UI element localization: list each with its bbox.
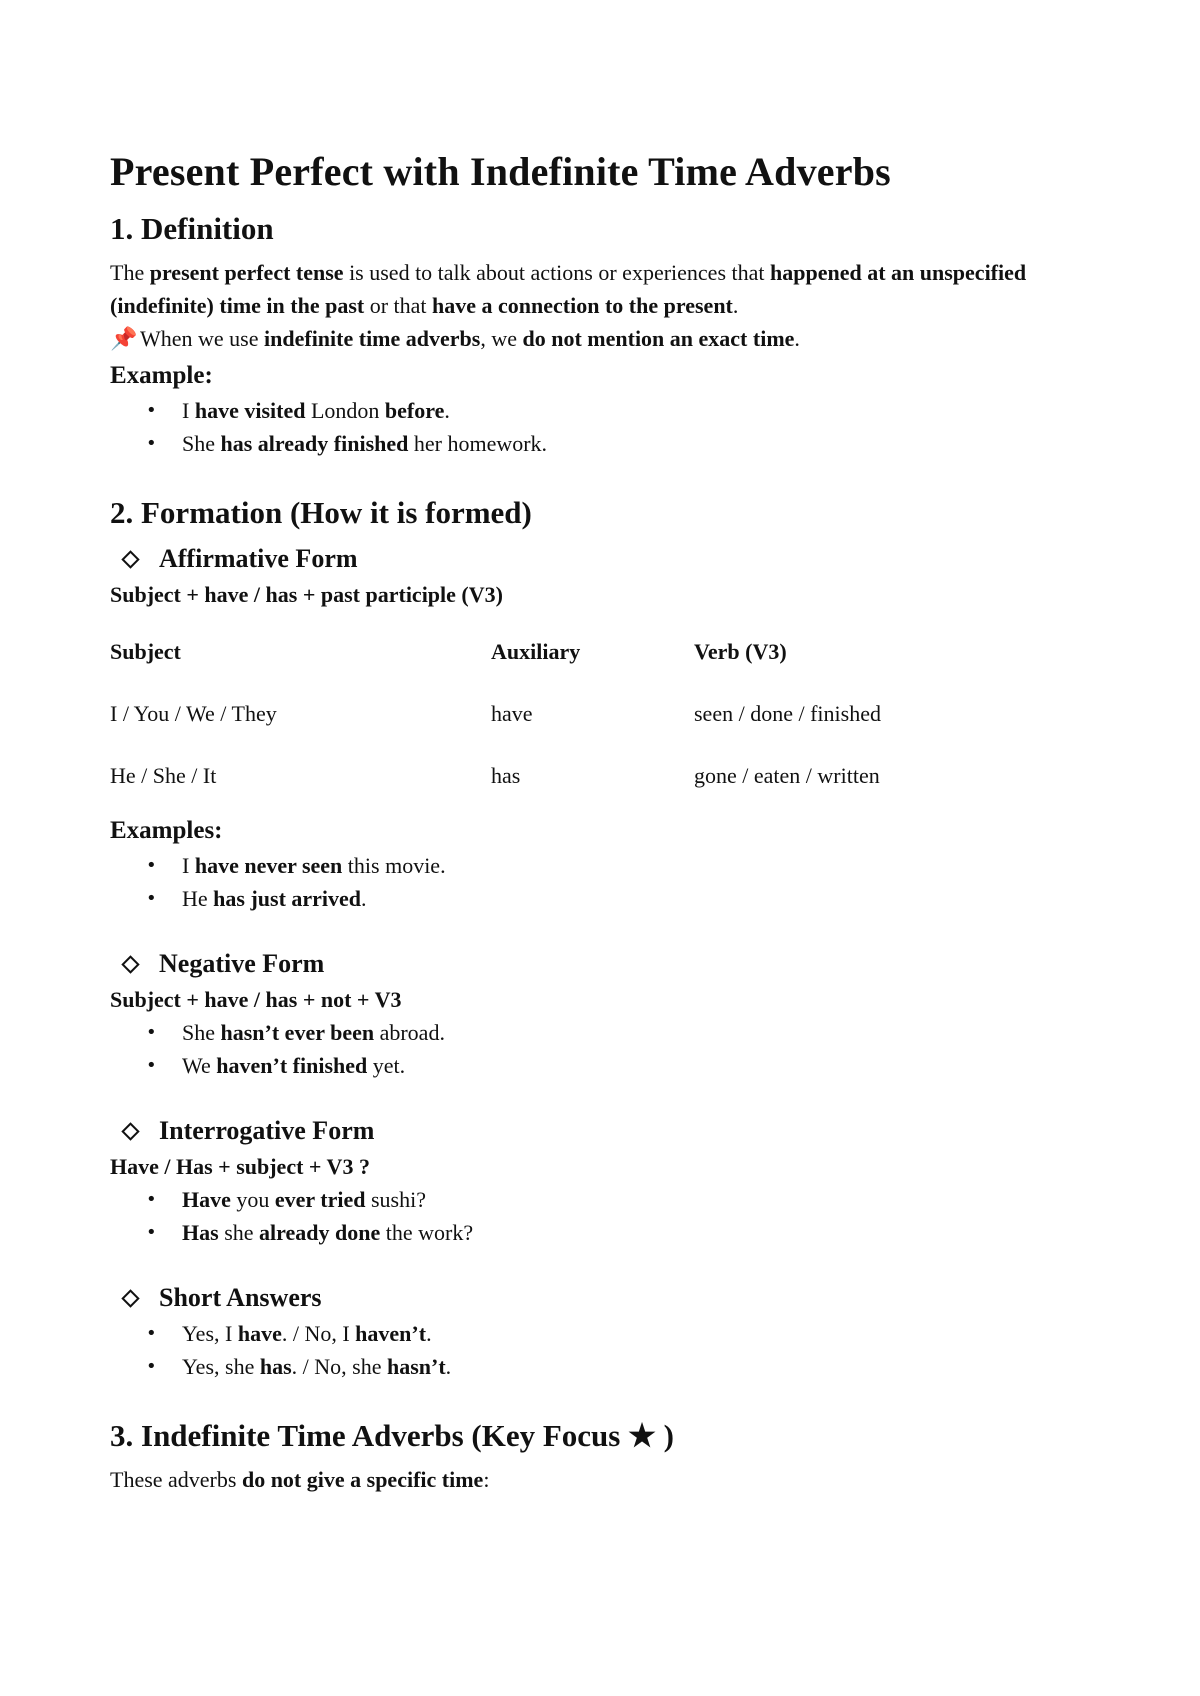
table-row xyxy=(110,683,994,745)
subheading-negative: Negative Form xyxy=(110,945,1090,983)
list-item: • She has already finished her homework. xyxy=(182,427,1090,460)
text-run: , we xyxy=(480,326,523,351)
table-header: Subject xyxy=(110,639,181,664)
subheading-affirmative: Affirmative Form xyxy=(110,540,1090,578)
table-cell: He / She / It xyxy=(110,763,217,788)
example-list xyxy=(110,849,1090,915)
subheading-short-answers: Short Answers xyxy=(110,1279,1090,1317)
diamond-icon xyxy=(121,1122,139,1140)
formula-negative: Subject + have / has + not + V3 xyxy=(110,987,402,1012)
list-item: • Has she already done the work? xyxy=(182,1216,1090,1249)
list-item: • Yes, she has. / No, she hasn’t. xyxy=(182,1350,1090,1383)
text-run: When we use xyxy=(140,326,265,351)
text-run: or that xyxy=(364,293,433,318)
diamond-icon xyxy=(121,955,139,973)
example-label: Example: xyxy=(110,362,213,389)
section-heading-definition: 1. Definition xyxy=(110,211,274,246)
example-list xyxy=(110,394,1090,460)
conjugation-table xyxy=(110,621,994,807)
list-item: • I have visited London before. xyxy=(182,394,1090,427)
section-heading-adverbs: 3. Indefinite Time Adverbs (Key Focus ★ ) xyxy=(110,1418,674,1453)
example-list xyxy=(110,1016,1090,1082)
adverbs-intro: These adverbs do not give a specific time: xyxy=(110,1467,490,1492)
example-list xyxy=(110,1183,1090,1249)
list-item: • Yes, I have. / No, I haven’t. xyxy=(182,1317,1090,1350)
list-item: • He has just arrived. xyxy=(182,882,1090,915)
diamond-icon xyxy=(121,1289,139,1307)
table-header: Auxiliary xyxy=(491,639,581,664)
list-item: • I have never seen this movie. xyxy=(182,849,1090,882)
note-paragraph xyxy=(110,322,1090,356)
bold-run: happened at an unspecified (indefinite) time in the past xyxy=(110,260,1027,318)
table-row xyxy=(110,745,994,807)
table-cell: seen / done / finished xyxy=(694,701,881,726)
list-item: • She hasn’t ever been abroad. xyxy=(182,1016,1090,1049)
text-run: The xyxy=(110,260,150,285)
table-cell: gone / eaten / written xyxy=(694,763,880,788)
bold-run: indefinite time adverbs xyxy=(264,326,481,351)
list-item: • Have you ever tried sushi? xyxy=(182,1183,1090,1216)
bold-run: do not mention an exact time xyxy=(522,326,795,351)
diamond-icon xyxy=(121,550,139,568)
table-cell: has xyxy=(491,763,521,788)
bold-run: have a connection to the present xyxy=(432,293,733,318)
table-cell: I / You / We / They xyxy=(110,701,277,726)
definition-paragraph xyxy=(110,256,1090,322)
table-header: Verb (V3) xyxy=(694,639,787,664)
text-run: . xyxy=(794,326,800,351)
example-list xyxy=(110,1317,1090,1383)
text-run: is used to talk about actions or experiences that xyxy=(343,260,770,285)
text-run: . xyxy=(732,293,739,318)
bold-run: present perfect tense xyxy=(149,260,344,285)
examples-label: Examples: xyxy=(110,817,223,844)
pushpin-icon: 📌 xyxy=(110,327,138,352)
document-page xyxy=(110,148,1090,1496)
table-header-row xyxy=(110,621,994,683)
document-title: Present Perfect with Indefinite Time Adverbs xyxy=(110,149,891,194)
subheading-interrogative: Interrogative Form xyxy=(110,1112,1090,1150)
list-item: • We haven’t finished yet. xyxy=(182,1049,1090,1082)
table-cell: have xyxy=(491,701,533,726)
formula-affirmative: Subject + have / has + past participle (V3) xyxy=(110,582,503,607)
section-heading-formation: 2. Formation (How it is formed) xyxy=(110,495,532,530)
formula-interrogative: Have / Has + subject + V3 ? xyxy=(110,1154,370,1179)
